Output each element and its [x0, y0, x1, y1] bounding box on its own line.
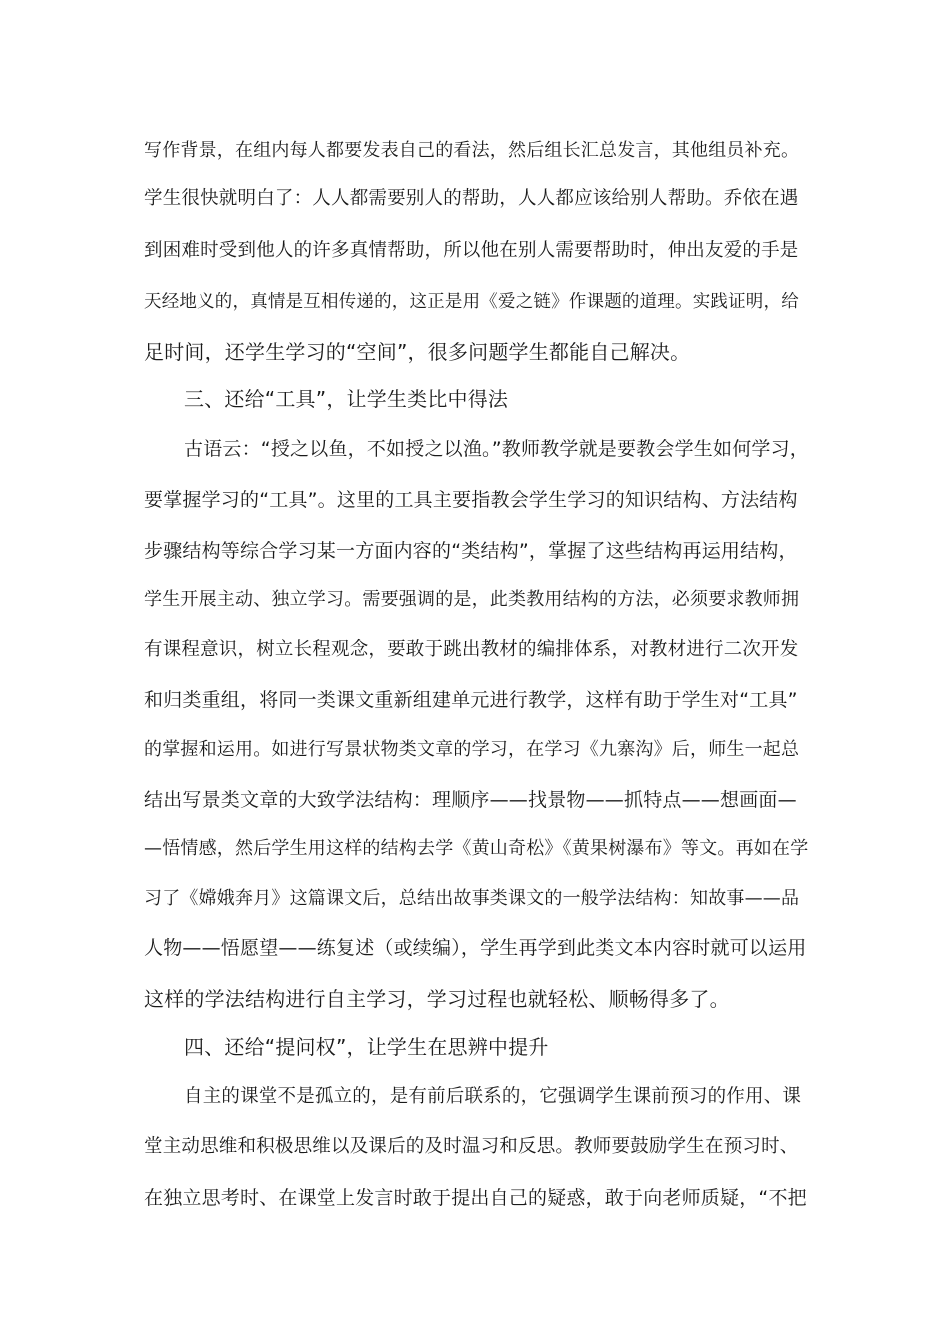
text-line: 步骤结构等综合学习某一方面内容的“类结构”，掌握了这些结构再运用结构， [144, 540, 798, 562]
text-line: 有课程意识，树立长程观念，要敢于跳出教材的编排体系，对教材进行二次开发 [144, 639, 799, 660]
paragraph-first-line: 古语云：“授之以鱼，不如授之以渔。”教师教学就是要教会学生如何学习， [184, 438, 809, 460]
text-line: 要掌握学习的“工具”。这里的工具主要指教会学生学习的知识结构、方法结构 [144, 489, 798, 511]
section-heading: 三、还给“工具”，让学生类比中得法 [184, 387, 509, 411]
text-line: 在独立思考时、在课堂上发言时敢于提出自己的疑惑，敢于向老师质疑，“不把 [144, 1187, 807, 1209]
text-line: 足时间，还学生学习的“空间”，很多问题学生都能自己解决。 [144, 340, 691, 364]
text-line: 习了《嫦娥奔月》这篇课文后，总结出故事类课文的一般学法结构：知故事——品 [144, 888, 800, 909]
text-line: 天经地义的，真情是互相传递的，这正是用《爱之链》作课题的道理。实践证明，给 [144, 292, 799, 312]
paragraph-first-line: 自主的课堂不是孤立的，是有前后联系的，它强调学生课前预习的作用、课 [184, 1086, 802, 1107]
text-line: 这样的学法结构进行自主学习，学习过程也就轻松、顺畅得多了。 [144, 987, 730, 1011]
text-line: 学生开展主动、独立学习。需要强调的是，此类教用结构的方法，必须要求教师拥 [144, 589, 800, 610]
text-line: —悟情感，然后学生用这样的结构去学《黄山奇松》《黄果树瀑布》等文。再如在学 [144, 838, 809, 859]
text-line: 的掌握和运用。如进行写景状物类文章的学习，在学习《九寨沟》后，师生一起总 [144, 739, 800, 760]
text-line: 写作背景，在组内每人都要发表自己的看法，然后组长汇总发言，其他组员补充。 [144, 140, 800, 161]
text-line: 和归类重组，将同一类课文重新组建单元进行教学，这样有助于学生对“工具” [144, 689, 798, 711]
section-heading: 四、还给“提问权”，让学生在思辨中提升 [184, 1035, 549, 1059]
text-line: 学生很快就明白了：人人都需要别人的帮助，人人都应该给别人帮助。乔依在遇 [144, 188, 799, 209]
text-line: 结出写景类文章的大致学法结构：理顺序——找景物——抓特点——想画面— [144, 789, 797, 811]
text-line: 到困难时受到他人的许多真情帮助，所以他在别人需要帮助时，伸出友爱的手是 [144, 240, 799, 261]
text-line: 人物——悟愿望——练复述（或续编），学生再学到此类文本内容时就可以运用 [144, 937, 807, 959]
text-line: 堂主动思维和积极思维以及课后的及时温习和反思。教师要鼓励学生在预习时、 [144, 1136, 799, 1157]
